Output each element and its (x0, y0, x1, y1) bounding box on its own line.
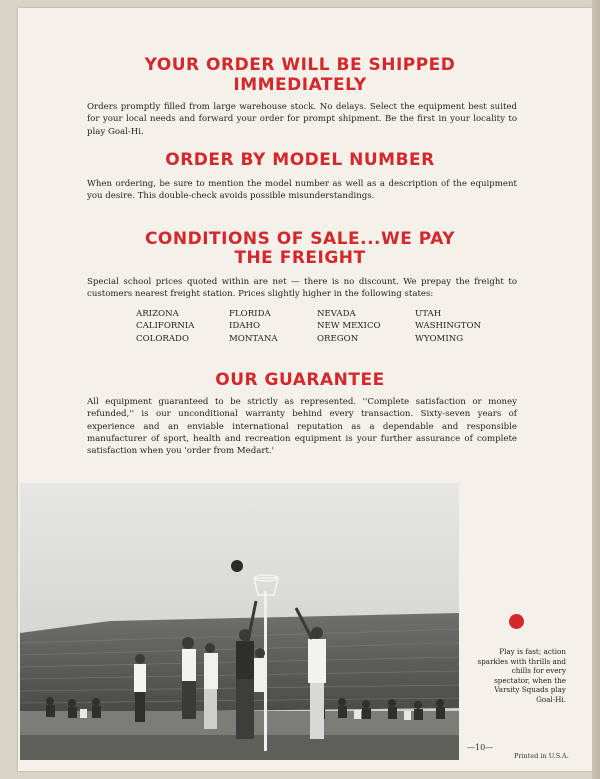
state-item: MONTANA (229, 333, 278, 344)
paragraph-guarantee: All equipment guaranteed to be strictly as represented. ''Complete satisfaction or money refunded,'' is our unconditional warranty behind every transaction. Sixty-seven years of experience and an enviable international reputation as a dependable and responsible manufacturer of sport, health and recreation equipment is your further assurance of complete satisfaction when you 'order from Medart.' (87, 397, 517, 457)
state-item: COLORADO (136, 333, 189, 344)
heading-guarantee: OUR GUARANTEE (215, 370, 385, 390)
state-item: WASHINGTON (415, 321, 482, 332)
state-item: OREGON (317, 333, 359, 344)
heading-model-number: ORDER BY MODEL NUMBER (165, 150, 435, 170)
state-item: ARIZONA (136, 309, 179, 319)
paragraph-model-number: When ordering, be sure to mention the model number as well as a description of the equipment you desire. This double-check avoids possible misunderstandings. (87, 179, 517, 202)
states-list (136, 308, 496, 345)
red-dot-decoration (509, 614, 524, 629)
photo-caption: Play is fast; action sparkles with thrills and chills for every spectator, when the Varsity Squads play Goal-Hi. (477, 647, 566, 704)
basketball-game-photo (20, 483, 459, 760)
paragraph-shipped: Orders promptly filled from large warehouse stock. No delays. Select the equipment best suited for your local needs and forward your order for prompt shipment. Be the first in your locality to play Goal-Hi. (87, 102, 517, 137)
paragraph-conditions: Special school prices quoted within are net — there is no discount. We prepay the freight to customers nearest freight station. Prices slightly higher in the following states: (87, 277, 517, 300)
heading-conditions-line1: CONDITIONS OF SALE...WE PAY (144, 229, 456, 249)
heading-shipped-line2: IMMEDIATELY (233, 75, 367, 95)
printed-in-usa: Printed in U.S.A. (514, 752, 569, 760)
state-item: NEVADA (317, 309, 356, 319)
state-item: WYOMING (415, 333, 464, 344)
heading-shipped-line1: YOUR ORDER WILL BE SHIPPED (144, 55, 456, 75)
state-item: CALIFORNIA (136, 321, 195, 332)
state-item: UTAH (415, 309, 442, 319)
state-item: NEW MEXICO (317, 321, 381, 332)
state-item: IDAHO (229, 321, 261, 332)
heading-conditions-line2: THE FREIGHT (234, 248, 366, 268)
page-number: —10— (467, 743, 494, 752)
state-item: FLORIDA (229, 309, 271, 319)
